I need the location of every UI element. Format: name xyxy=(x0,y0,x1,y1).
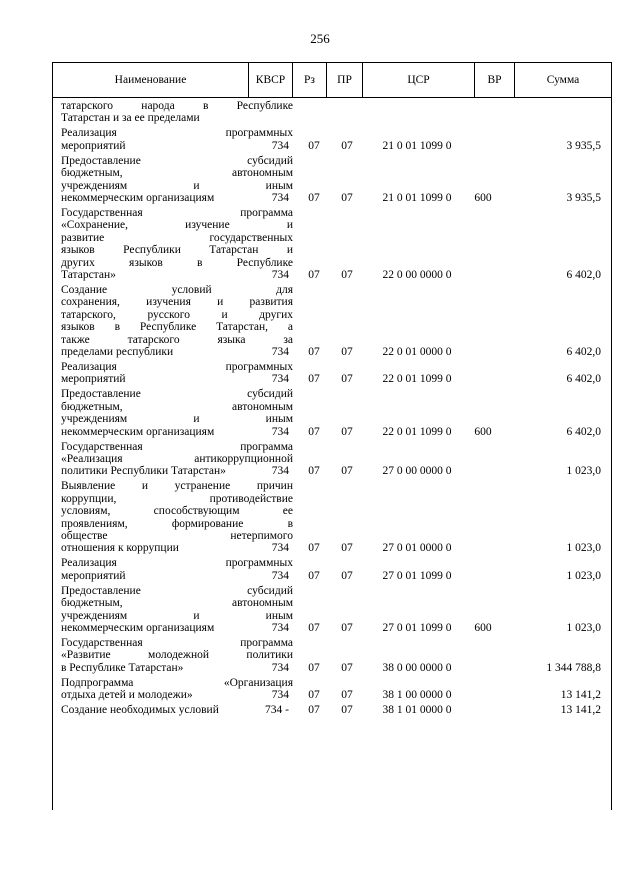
table-row xyxy=(53,155,613,205)
table-row xyxy=(53,480,613,554)
table-row xyxy=(53,361,613,386)
row-name-line: «Развитие молодежной политики xyxy=(61,649,293,662)
page-number: 256 xyxy=(310,31,330,46)
cell-pr: 07 xyxy=(341,661,353,674)
cell-rz: 07 xyxy=(308,191,320,204)
row-name-line: Татарстан и за ее пределами xyxy=(61,112,200,125)
table-row xyxy=(53,100,613,125)
row-name-line: также татарского языка за xyxy=(61,333,293,346)
table-row xyxy=(53,388,613,438)
cell-kvsr: 734 xyxy=(271,542,289,555)
cell-rz: 07 xyxy=(308,569,320,582)
cell-kvsr: 734 xyxy=(271,621,289,634)
cell-sum: 6 402,0 xyxy=(566,268,601,281)
cell-sum: 1 023,0 xyxy=(566,621,601,634)
cell-kvsr: 734 xyxy=(271,569,289,582)
row-name-line: мероприятий xyxy=(61,373,126,386)
cell-kvsr: 734 xyxy=(271,191,289,204)
cell-csr: 22 0 01 0000 0 xyxy=(382,345,452,358)
cell-vr: 600 xyxy=(474,621,492,634)
row-name-line: учреждениям и иным xyxy=(61,179,293,192)
cell-pr: 07 xyxy=(341,621,353,634)
cell-kvsr: 734 - xyxy=(265,704,289,717)
row-name-line: бюджетным, автономным xyxy=(61,597,293,610)
cell-pr: 07 xyxy=(341,569,353,582)
cell-kvsr: 734 xyxy=(271,661,289,674)
cell-sum: 1 023,0 xyxy=(566,569,601,582)
cell-sum: 13 141,2 xyxy=(560,689,601,702)
table-row xyxy=(53,704,613,716)
cell-pr: 07 xyxy=(341,542,353,555)
cell-csr: 38 0 00 0000 0 xyxy=(382,661,452,674)
row-name-line: Государственная программа xyxy=(61,637,293,649)
cell-kvsr: 734 xyxy=(271,345,289,358)
cell-rz: 07 xyxy=(308,425,320,438)
cell-rz: 07 xyxy=(308,268,320,281)
row-name-line: отношения к коррупции xyxy=(61,542,179,555)
row-name-line: «Сохранение, изучение и xyxy=(61,219,293,232)
table-row xyxy=(53,637,613,674)
cell-csr: 27 0 01 0000 0 xyxy=(382,542,452,555)
cell-rz: 07 xyxy=(308,345,320,358)
cell-rz: 07 xyxy=(308,689,320,702)
row-name-line: Предоставление субсидий xyxy=(61,388,293,401)
row-name-line: учреждениям и иным xyxy=(61,609,293,622)
row-name-line: бюджетным, автономным xyxy=(61,400,293,413)
table-row xyxy=(53,284,613,358)
cell-sum: 1 023,0 xyxy=(566,465,601,478)
cell-csr: 27 0 01 1099 0 xyxy=(382,569,452,582)
row-name-line: Государственная программа xyxy=(61,440,293,453)
cell-rz: 07 xyxy=(308,704,320,717)
row-name-line: Создание условий для xyxy=(61,284,293,296)
table-row xyxy=(53,441,613,478)
row-name-line: языков в Республике Татарстан, а xyxy=(61,321,293,334)
cell-kvsr: 734 xyxy=(271,465,289,478)
row-name-line: других языков в Республике xyxy=(61,256,293,269)
row-name-line: татарского, русского и других xyxy=(61,308,293,321)
header-sum: Сумма xyxy=(546,74,580,86)
table-body xyxy=(52,98,612,810)
row-name-line: проявлениям, формирование в xyxy=(61,517,293,530)
row-name-line: мероприятий xyxy=(61,139,126,152)
table-header xyxy=(52,62,612,98)
row-name-line: Государственная программа xyxy=(61,207,293,219)
cell-rz: 07 xyxy=(308,542,320,555)
cell-kvsr: 734 xyxy=(271,689,289,702)
cell-sum: 1 344 788,8 xyxy=(546,661,601,674)
row-name-line: мероприятий xyxy=(61,569,126,582)
row-name-line: татарского народа в Республике xyxy=(61,100,293,112)
table-row xyxy=(53,677,613,702)
row-name-line: Реализация программных xyxy=(61,361,293,373)
row-name-line: Выявление и устранение причин xyxy=(61,480,293,493)
cell-sum: 1 023,0 xyxy=(566,542,601,555)
cell-sum: 6 402,0 xyxy=(566,373,601,386)
row-name-line: пределами республики xyxy=(61,346,174,359)
cell-pr: 07 xyxy=(341,345,353,358)
cell-pr: 07 xyxy=(341,425,353,438)
header-kvsr: КВСР xyxy=(249,63,293,97)
cell-kvsr: 734 xyxy=(271,268,289,281)
row-name-line: условиям, способствующим ее xyxy=(61,505,293,518)
row-name-line: Предоставление субсидий xyxy=(61,154,293,167)
cell-csr: 22 0 00 0000 0 xyxy=(382,268,452,281)
table-row xyxy=(53,585,613,635)
cell-pr: 07 xyxy=(341,689,353,702)
table-row xyxy=(53,127,613,152)
row-name-line: развитие государственных xyxy=(61,231,293,244)
cell-csr: 38 1 00 0000 0 xyxy=(382,689,452,702)
row-name-line: учреждениям и иным xyxy=(61,413,293,426)
cell-pr: 07 xyxy=(341,139,353,152)
cell-kvsr: 734 xyxy=(271,373,289,386)
cell-vr: 600 xyxy=(474,425,492,438)
row-name xyxy=(61,100,293,125)
header-rz: Рз xyxy=(293,63,327,97)
cell-sum: 3 935,5 xyxy=(566,191,601,204)
row-name-line: языков Республики Татарстан и xyxy=(61,244,293,257)
row-name-line: в Республике Татарстан» xyxy=(61,661,184,674)
cell-kvsr: 734 xyxy=(271,139,289,152)
cell-csr: 21 0 01 1099 0 xyxy=(382,191,452,204)
cell-pr: 07 xyxy=(341,373,353,386)
row-name-line: некоммерческим организациям xyxy=(61,622,215,635)
cell-pr: 07 xyxy=(341,704,353,717)
row-name-line: Реализация программных xyxy=(61,557,293,570)
cell-csr: 22 0 01 1099 0 xyxy=(382,425,452,438)
cell-rz: 07 xyxy=(308,139,320,152)
row-name-line: Подпрограмма «Организация xyxy=(61,676,293,689)
cell-kvsr: 734 xyxy=(271,425,289,438)
cell-csr: 27 0 01 1099 0 xyxy=(382,621,452,634)
row-name-line: Реализация программных xyxy=(61,127,293,140)
table-row xyxy=(53,207,613,281)
cell-pr: 07 xyxy=(341,268,353,281)
row-name-line: некоммерческим организациям xyxy=(61,425,215,438)
cell-pr: 07 xyxy=(341,465,353,478)
cell-csr: 22 0 01 1099 0 xyxy=(382,373,452,386)
header-vr: ВР xyxy=(475,63,515,97)
cell-sum: 6 402,0 xyxy=(566,345,601,358)
row-name-line: бюджетным, автономным xyxy=(61,167,293,180)
row-name-line: коррупции, противодействие xyxy=(61,492,293,505)
cell-rz: 07 xyxy=(308,661,320,674)
row-name-line: отдыха детей и молодежи» xyxy=(61,689,193,702)
row-name-line: некоммерческим организациям xyxy=(61,192,215,205)
cell-sum: 13 141,2 xyxy=(560,704,601,717)
cell-rz: 07 xyxy=(308,373,320,386)
row-name-line: Предоставление субсидий xyxy=(61,584,293,597)
cell-csr: 38 1 01 0000 0 xyxy=(382,704,452,717)
cell-sum: 6 402,0 xyxy=(566,425,601,438)
header-name: Наименование xyxy=(53,63,249,97)
row-name-line: обществе нетерпимого xyxy=(61,530,293,543)
cell-csr: 21 0 01 1099 0 xyxy=(382,139,452,152)
cell-pr: 07 xyxy=(341,191,353,204)
row-name-line: политики Республики Татарстан» xyxy=(61,465,226,478)
row-name-line: Татарстан» xyxy=(61,269,116,282)
table-row xyxy=(53,557,613,582)
cell-rz: 07 xyxy=(308,621,320,634)
header-csr: ЦСР xyxy=(363,63,475,97)
row-name-line: Создание необходимых условий xyxy=(61,704,219,717)
row-name-line: «Реализация антикоррупционной xyxy=(61,453,293,465)
cell-csr: 27 0 00 0000 0 xyxy=(382,465,452,478)
cell-vr: 600 xyxy=(474,191,492,204)
cell-rz: 07 xyxy=(308,465,320,478)
cell-sum: 3 935,5 xyxy=(566,139,601,152)
header-pr: ПР xyxy=(327,63,363,97)
row-name-line: сохранения, изучения и развития xyxy=(61,296,293,309)
